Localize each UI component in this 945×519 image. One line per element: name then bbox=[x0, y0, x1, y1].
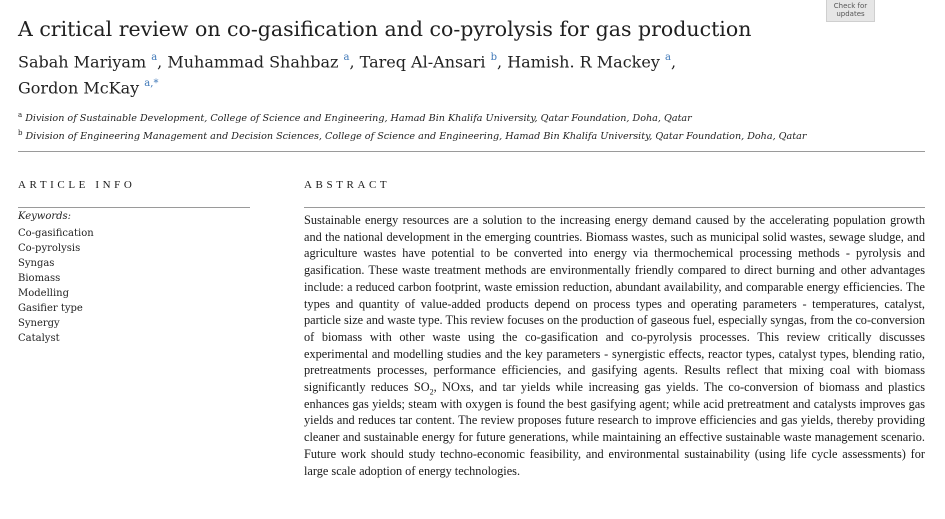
author-name[interactable]: Muhammad Shahbaz bbox=[167, 52, 339, 72]
badge-line-2: updates bbox=[836, 9, 865, 18]
affiliation-mark: a bbox=[18, 111, 23, 119]
abstract-body bbox=[304, 212, 925, 479]
author-list: Sabah Mariyam $^a$, Muhammad Shahbaz $^a$, Tareq Al-Ansari $^b$, Hamish. R Mackey $^a$, Gordon McKay $^{a,*}$ bbox=[18, 52, 677, 98]
keyword-item: Co-gasification bbox=[18, 228, 94, 239]
keyword-item: Biomass bbox=[18, 273, 61, 284]
keyword-item: Synergy bbox=[18, 318, 60, 329]
abstract-text-part-1: Sustainable energy resources are a solution to the increasing energy demand caused by the accelerating population growth and the national development in the emerging countries. Biomass wastes, such as municipal solid wastes, sewage sludge, and agriculture wastes have potential to be converted into energy via thermochemical processing methods - pyrolysis and gasification. These waste treatment methods are environmentally friendly compared to direct burning and other advantages include: a reduced carbon footprint, waste emission reduction, abundant availability, and comparable energy efficiencies. The types and quantity of value-added products depend on process types and operating parameters - temperatures, catalyst, particle size and waste type. This review focuses on the production of gaseous fuel, especially syngas, from the co-conversion of biomass with other waste using the co-gasification and co-pyrolysis processes. This review critically discusses experimental and modelling studies and the key parameters - synergistic effects, reactor types, catalyst types, blending ratio, pretreatments processes, performance efficiencies, and gasifying agents. Results reflect that mixing coal with biomass significantly reduces SO bbox=[304, 213, 925, 395]
keyword-item: Syngas bbox=[18, 258, 55, 269]
affiliation-list bbox=[18, 108, 918, 144]
author-affil-mark[interactable]: a bbox=[664, 52, 671, 63]
check-for-updates-badge[interactable] bbox=[826, 0, 875, 22]
badge-line-1: Check for bbox=[833, 2, 868, 10]
author-name[interactable]: Sabah Mariyam bbox=[18, 52, 147, 72]
affiliation-text: Division of Sustainable Development, College of Science and Engineering, Hamad Bin Khalifa University, Qatar Foundation, Doha, Qatar bbox=[25, 113, 692, 125]
author-name[interactable]: Hamish. R Mackey bbox=[507, 52, 660, 72]
abstract-divider bbox=[304, 207, 925, 208]
abstract-subscript: 2 bbox=[429, 387, 434, 397]
abstract-heading: ABSTRACT bbox=[304, 179, 391, 191]
keyword-list bbox=[18, 226, 94, 346]
keyword-item: Co-pyrolysis bbox=[18, 243, 81, 254]
author-affil-mark[interactable]: a bbox=[151, 52, 158, 63]
author-name[interactable]: Tareq Al-Ansari bbox=[359, 52, 486, 72]
keyword-item: Catalyst bbox=[18, 333, 60, 344]
author-affil-mark[interactable]: a bbox=[343, 52, 350, 63]
keyword-item: Gasifier type bbox=[18, 303, 83, 314]
author-name[interactable]: Gordon McKay bbox=[18, 78, 140, 98]
article-info-heading: ARTICLE INFO bbox=[18, 179, 136, 191]
author-affil-mark[interactable]: a,* bbox=[144, 78, 159, 90]
header-divider bbox=[18, 151, 925, 152]
affiliation-item bbox=[18, 126, 918, 144]
article-info-divider bbox=[18, 207, 250, 208]
keyword-item: Modelling bbox=[18, 288, 70, 299]
author-affil-mark[interactable]: b bbox=[490, 52, 498, 63]
affiliation-mark: b bbox=[18, 129, 23, 138]
affiliation-item bbox=[18, 108, 918, 126]
abstract-text-part-2: , NOxs, and tar yields while increasing gas yields. The co-conversion of biomass and plastics enhances gas yields; steam with oxygen is found the best gasifying agent; while acid pretreatment and catalysts improves gas yields and reduces tar content. The review proposes future research to improve efficiencies and gas yields, thereby providing cleaner and sustainable energy for future generations, while maintaining an effective sustainable waste management scenario. Future work should study techno-economic feasibility, and environmental sustainability (using life cycle assessments) for large scale adoption of energy technologies. bbox=[304, 380, 925, 478]
keywords-label: Keywords: bbox=[18, 211, 72, 222]
affiliation-text: Division of Engineering Management and Decision Sciences, College of Science and Engineering, Hamad Bin Khalifa University, Qatar Foundation, Doha, Qatar bbox=[25, 131, 807, 143]
paper-title: A critical review on co-gasification and co-pyrolysis for gas production bbox=[18, 16, 752, 41]
